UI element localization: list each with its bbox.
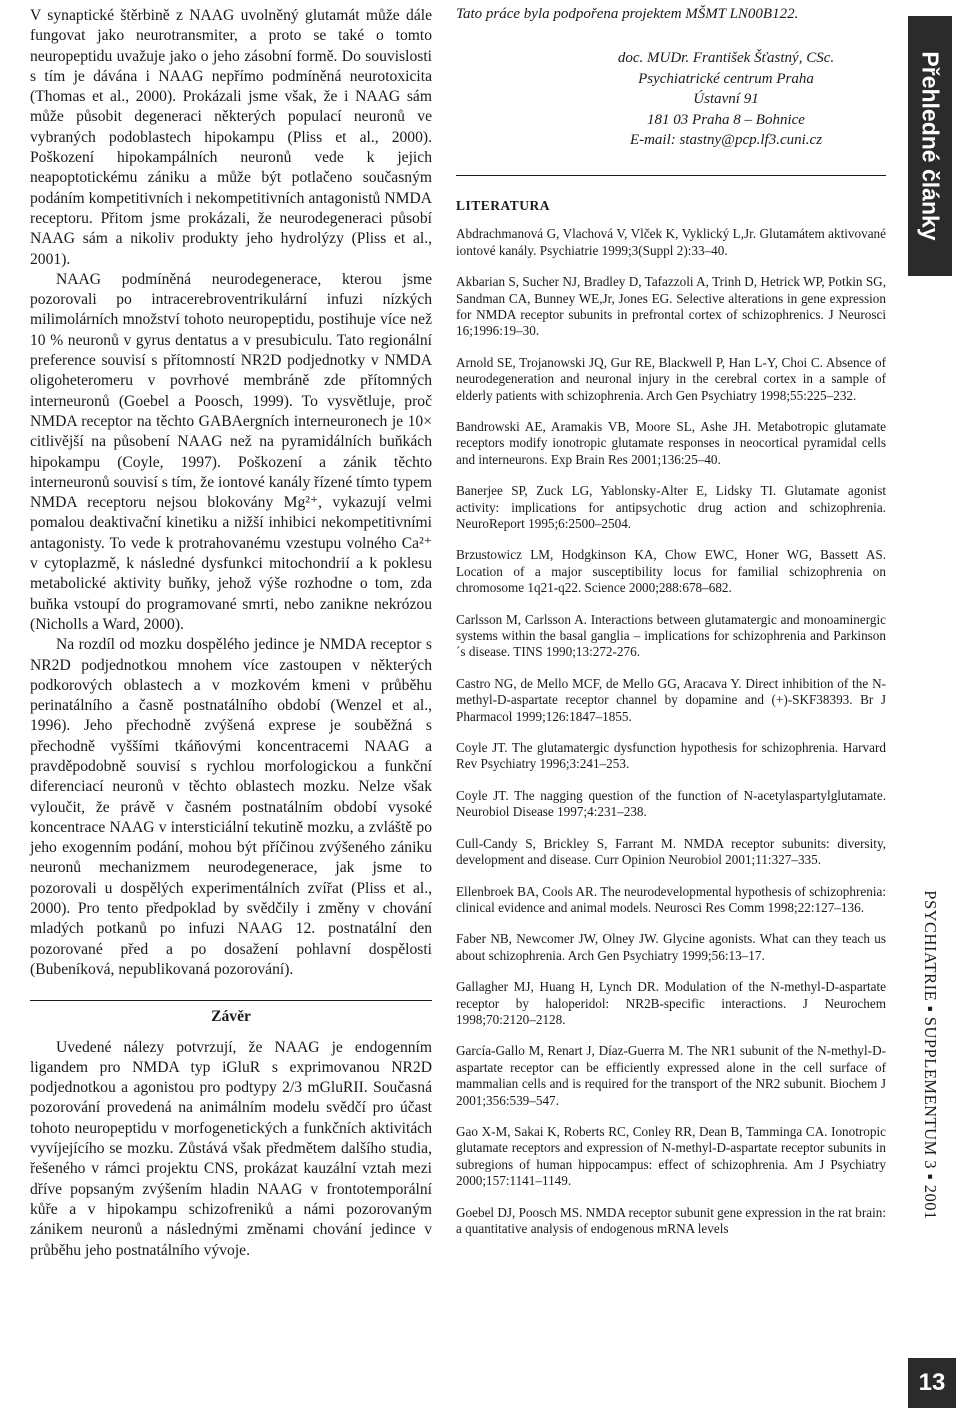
reference-item: Arnold SE, Trojanowski JQ, Gur RE, Blackwell P, Han L-Y, Choi C. Absence of neurodegeneration and neuronal injury in the cerebral cortex in a sample of elderly patients with schizophrenia. Arch Gen Psychiatry 1998;55:225–232. [456, 354, 886, 403]
conclusion-heading: Závěr [211, 1008, 251, 1026]
section-title-tab [908, 16, 952, 276]
journal-name: PSYCHIATRIE ▪ SUPPLEMENTUM 3 ▪ 2001 [921, 890, 940, 1220]
reference-item: Castro NG, de Mello MCF, de Mello GG, Aracava Y. Direct inhibition of the N-methyl-D-aspartate receptor channel by dopamine and (+)-SKF38393. Br J Pharmacol 1999;126:1847–1855. [456, 675, 886, 724]
author-street: Ústavní 91 [693, 91, 759, 108]
reference-item: Coyle JT. The nagging question of the function of N-acetylaspartylglutamate. Neurobiol Disease 1997;4:231–238. [456, 787, 886, 820]
author-city: 181 03 Praha 8 – Bohnice [647, 111, 805, 128]
body-paragraph-1: V synaptické štěrbině z NAAG uvolněný glutamát může dále fungovat jako neurotransmiter, a proto se také o tomto neuropeptidu uvažuje jako o jeho zásobní formě. Do souvislosti s tím je dávána i NAAG nepřímo podmíněná neurotoxicita (Thomas et al., 2000). Prokázali jsme však, že i NAAG sám může působit degeneraci některých populací neuronů ve vybraných podoblastech hipokampu (Pliss et al., 2000). Poškození hipokampálních neuronů vede k jejich neapoptotickému zániku a může být potlačeno současným podáním kompetitivních i nekompetitivních antagonistů NMDA receptoru. Přitom jsme prokázali, že neurodegeneraci působí NAAG sám a nikoliv produkty jeho hydrolýzy (Pliss et al., 2001). [30, 7, 432, 268]
reference-column [456, 6, 886, 1252]
conclusion-paragraph: Uvedené nálezy potvrzují, že NAAG je endogenním ligandem pro NMDA typ iGluR s exprimovanou NR2D podjednotkou a agonistou pro podtypy 2/3 mGluRII. Současná pozorování provedená na animálním modelu svědčí pro účast tohoto neuropeptidu v morfogenetických a funkčních aktivitách vyvíjejícího se mozku. Zůstává však předmětem dalšího studia, řešeného v rámci projektu CNS, prokázat kauzální vztah mezi dříve popsaným zvýšením hladin NAAG v frontotemporální kůře a v hipokampu schizofreniků a námi pozorovaným zánikem neuronů a následnými změnami chování jedince v průběhu jeho postnatálního vývoje. [30, 1038, 432, 1259]
author-email: E-mail: stastny@pcp.lf3.cuni.cz [629, 132, 823, 149]
body-paragraph-2: NAAG podmíněná neurodegenerace, kterou jsme pozorovali po intracerebroventrikulární infuzi nízkých milimolárních množství tohoto neuropeptidu, postihuje více než 10 % neuronů v gyrus dentatus a v presubiculu. Tato regionální preference souvisí s přítomností NR2D podjednotky v NMDA oligoheteromeru v povrhové membráně zde přítomných interneuronů (Goebel a Poosch, 1999). To vysvětluje, proč NMDA receptor na těchto GABAergních interneuronech je 10× citlivější na působení NAAG než na pyramidálních buňkách hipokampu (Coyle, 1997). Poškození a zánik těchto interneuronů souvisí s tím, že iontové kanály řízené tímto typem NMDA receptoru nejsou blokovány Mg²⁺, vykazují velmi pomalou deaktivační kinetiku a nižší inhibici nekompetitivními antagonisty. To vede k protrahovanému vzestupu volného Ca²⁺ v cytoplazmě, k následné dysfunkci mitochondrií a k poklesu metabolické aktivity buňky, jehož výše rozhodne o tom, zda buňka vstoupí do programované smrti, nebo zanikne nekrózou (Nicholls a Ward, 2000). [30, 270, 432, 633]
author-name: doc. MUDr. František Šťastný, CSc. [617, 50, 835, 67]
reference-item: Akbarian S, Sucher NJ, Bradley D, Tafazzoli A, Trinh D, Hetrick WP, Potkin SG, Sandman CA, Bunney WE,Jr, Jones EG. Selective alterations in gene expression for NMDA receptor subunits in prefrontal cortex of schizophrenics. J Neurosci 16;1996:19–30. [456, 274, 886, 339]
author-address [566, 48, 886, 151]
literature-heading: LITERATURA [456, 197, 551, 213]
reference-item: Cull-Candy S, Brickley S, Farrant M. NMDA receptor subunits: diversity, development and disease. Curr Opinion Neurobiol 2001;11:327–335. [456, 835, 886, 868]
reference-item: Faber NB, Newcomer JW, Olney JW. Glycine agonists. What can they teach us about schizophrenia. Arch Gen Psychiatry 1999;56:13–17. [456, 931, 886, 963]
journal-tag [908, 860, 952, 1250]
author-institution: Psychiatrické centrum Praha [638, 70, 814, 87]
body-paragraph-3: Na rozdíl od mozku dospělého jedince je NMDA receptor s NR2D podjednotkou mnohem více zastoupen v některých podkorových oblastech a v mozkovém kmeni v průběhu perinatálního a časně postnatálního období (Wenzel et al., 1996). Jeho přechodně zvýšená exprese je souběžná s přechodně vyššími tkáňovými koncentracemi NAAG a pravděpodobně souvisí s rychlou morfologickou a funkční diferenciací neuronů v těchto oblastech mozku. Nelze však vyloučit, že právě v časném postnatálním období vysoké koncentrace NAAG v intersticiální tekutině mozku, a zvláště po jeho exogenním podání, mohou být příčinou zvýšeného zániku neuronů mechanizmem neurodegenerace, jak jsme to pozorovali u dospělých experimentálních zvířat (Pliss et al., 2000). Pro tento předpoklad by svědčily i změny v chování mladých potkanů po infuzi NAAG 12. postnatální den pozorované před a po dosažení pohlavní dospělosti (Bubeníková, nepublikovaná pozorování). [30, 636, 432, 978]
reference-item: Banerjee SP, Zuck LG, Yablonsky-Alter E, Lidsky TI. Glutamate agonist activity: implications for antipsychotic drug action and schizophrenia. NeuroReport 1995;6:2500–2504. [456, 483, 886, 531]
reference-list [456, 226, 886, 1237]
reference-item: Gao X-M, Sakai K, Roberts RC, Conley RR, Dean B, Tamminga CA. Ionotropic glutamate receptors and expression of N-methyl-D-aspartate receptor subunits in subregions of human hippocampus: effect of schizophrenia. Am J Psychiatry 2000;157:1141–1149. [456, 1123, 886, 1189]
reference-item: Carlsson M, Carlsson A. Interactions between glutamatergic and monoaminergic systems within the basal ganglia – implications for schizophrenia and Parkinson´s disease. TINS 1990;13:272-276. [456, 611, 886, 660]
reference-item: Ellenbroek BA, Cools AR. The neurodevelopmental hypothesis of schizophrenia: clinical evidence and animal models. Neurosci Res Comm 1998;22:127–136. [456, 883, 886, 915]
reference-item: Gallagher MJ, Huang H, Lynch DR. Modulation of the N-methyl-D-aspartate receptor by haloperidol: NR2B-specific interactions. J Neurochem 1998;70:2120–2128. [456, 979, 886, 1027]
section-divider [30, 1000, 432, 1001]
main-text-column [30, 6, 432, 1261]
page-number: 13 [908, 1358, 956, 1408]
literature-rule [456, 175, 886, 176]
funding-note: Tato práce byla podpořena projektem MŠMT LN00B122. [456, 6, 799, 22]
reference-item: Coyle JT. The glutamatergic dysfunction hypothesis for schizophrenia. Harvard Rev Psychiatry 1996;3:241–253. [456, 740, 886, 772]
reference-item: Goebel DJ, Poosch MS. NMDA receptor subunit gene expression in the rat brain: a quantitative analysis of endogenous mRNA levels [456, 1204, 886, 1236]
reference-item: Brzustowicz LM, Hodgkinson KA, Chow EWC, Honer WG, Bassett AS. Location of a major susceptibility locus for familial schizophrenia on chromosome 1q21-q22. Science 2000;288:678–682. [456, 547, 886, 596]
section-title: Přehledné články [917, 51, 944, 241]
reference-item: Abdrachmanová G, Vlachová V, Vlček K, Vyklický L,Jr. Glutamátem aktivované iontové kanály. Psychiatrie 1999;3(Suppl 2):33–40. [456, 226, 886, 258]
reference-item: García-Gallo M, Renart J, Díaz-Guerra M. The NR1 subunit of the N-methyl-D-aspartate receptor can be efficiently expressed alone in the cell surface of mammalian cells and is required for the transport of the NR2 subunit. Biochem J 2001;356:539–547. [456, 1043, 886, 1108]
reference-item: Bandrowski AE, Aramakis VB, Moore SL, Ashe JH. Metabotropic glutamate receptors modify ionotropic glutamate responses in neocortical pyramidal cells and interneurons. Exp Brain Res 2001;136:25–40. [456, 418, 886, 467]
